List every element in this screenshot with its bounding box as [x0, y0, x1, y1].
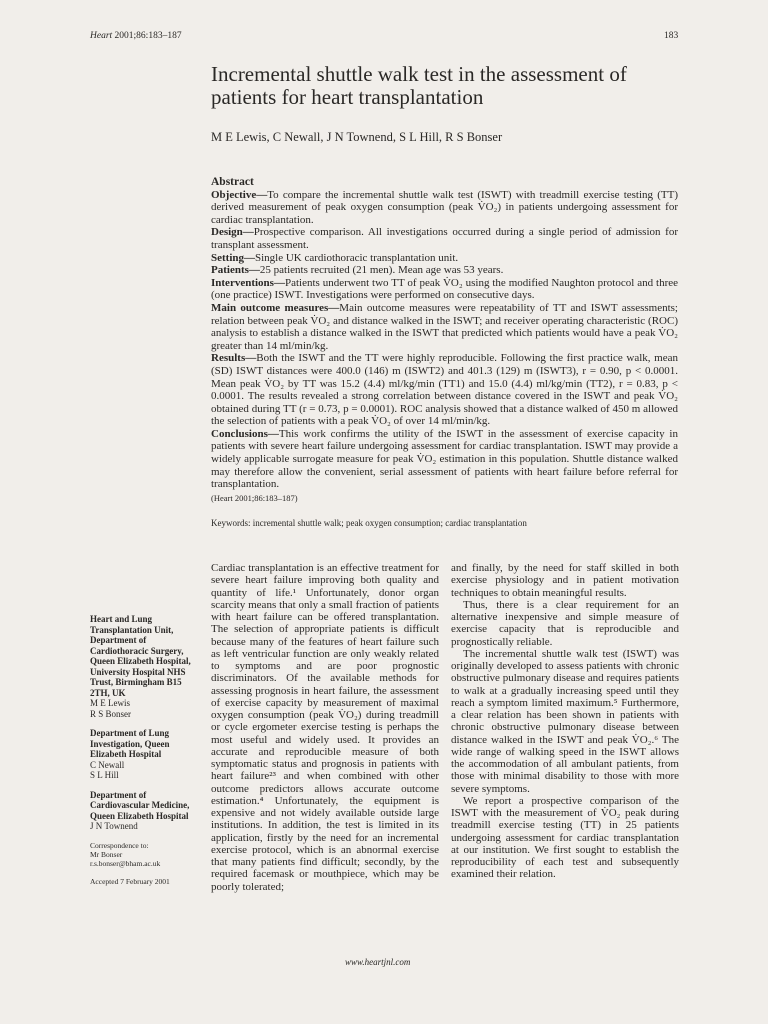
label: Main outcome measures— [211, 301, 340, 314]
affiliation-block [90, 728, 202, 781]
affiliation: Heart and Lung Transplantation Unit, Department of Cardiothoracic Surgery, Queen Elizabeth Hospital, University Hospital NHS Trust, Birmingham B15 2TH, UK [90, 614, 191, 698]
keywords: Keywords: incremental shuttle walk; peak oxygen consumption; cardiac transplantation [211, 518, 527, 528]
abstract-setting [211, 252, 678, 265]
body-paragraph: The incremental shuttle walk test (ISWT) was originally developed to assess patients with chronic obstructive pulmonary disease and requires patients to walk at a gradually increasing speed until they reach a symptom limited maximum.⁵ Furthermore, a clear relation has been shown in patients with chronic obstructive pulmonary disease between distance walked in the ISWT and peak V̇O₂.⁶ The wide range of walking speed in the ISWT allows the accommodation of all ambulant patients, from those with minimal disability to those with more severe symptoms. [451, 647, 679, 795]
affiliation: Department of Lung Investigation, Queen Elizabeth Hospital [90, 728, 170, 759]
affiliation-author: R S Bonser [90, 708, 132, 719]
text: Prospective comparison. All investigations occurred during a single period of admission for transplant assessment. [211, 226, 678, 251]
body-paragraph: Thus, there is a clear requirement for an alternative inexpensive and simple measure of exercise capacity that is reproducible and prognostically reliable. [451, 598, 679, 648]
text: Main outcome measures were repeatability of TT and ISWT assessments; relation between peak V̇O₂ and distance walked in the ISWT; and receiver operating characteristic (ROC) analysis to establish a distance walked in the ISWT that predicted which patients would have a peak V̇O₂ greater than 14 ml/min/kg. [211, 301, 678, 352]
abstract-citation: (Heart 2001;86:183–187) [211, 492, 298, 503]
affiliation-author: S L Hill [90, 770, 119, 780]
journal-name: Heart [90, 31, 113, 41]
abstract-patients [211, 264, 678, 277]
abstract-outcome [211, 302, 678, 352]
correspondence [90, 841, 202, 868]
correspondence-name: Mr Bonser [90, 849, 123, 859]
body-paragraph: Cardiac transplantation is an effective treatment for severe heart failure improving both quality and quantity of life.¹ Unfortunately, donor organ scarcity means that only a small fraction of patients with heart failure can be offered transplantation. The selection of appropriate patients is difficult because many of the features of heart failure such as left ventricular function are only weakly related to symptoms and are poor prognostic discriminators. Of the available methods for assessing prognosis in heart failure, the assessment of exercise capacity by measurement of maximal oxygen consumption (peak V̇O₂) during treadmill or cycle ergometer exercise testing is perhaps the most useful and widely used. It provides an accurate and reproducible measure of both symptomatic status and prognosis in patients with heart failure²³ and when combined with other outcome predictors allows accurate outcome estimation.⁴ Unfortunately, the equipment is expensive and not widely available outside large institutions. In addition, the test is limited in its application, firstly by the need for an incremental exercise protocol, which is an abnormal exercise that many patients find difficult; secondly, by the required facemask or mouthpiece, which may be poorly tolerated; [211, 562, 439, 893]
affiliations-sidebar [90, 614, 202, 886]
correspondence-email[interactable]: r.s.bonser@bham.ac.uk [90, 858, 161, 868]
label: Results— [211, 352, 257, 365]
affiliation-block [90, 790, 202, 832]
body-column-1 [211, 562, 439, 893]
body-paragraph: and finally, by the need for staff skilled in both exercise physiology and in patient motivation techniques to obtain meaningful results. [451, 562, 679, 599]
abstract-heading: Abstract [211, 176, 254, 188]
abstract-objective [211, 189, 678, 227]
label: Setting— [211, 251, 255, 264]
abstract [211, 176, 678, 504]
text: Single UK cardiothoracic transplantation unit. [255, 251, 459, 264]
body-column-2 [451, 562, 679, 881]
label: Patients— [211, 264, 260, 277]
affiliation-block [90, 614, 202, 719]
accepted-date: Accepted 7 February 2001 [90, 876, 170, 886]
label: Conclusions— [211, 427, 279, 440]
correspondence-label: Correspondence to: [90, 840, 149, 850]
text: 25 patients recruited (21 men). Mean age was 53 years. [259, 264, 504, 277]
affiliation-author: C Newall [90, 759, 125, 770]
affiliation: Department of Cardiovascular Medicine, Queen Elizabeth Hospital [90, 789, 190, 821]
abstract-results [211, 352, 678, 428]
label: Interventions— [211, 276, 285, 289]
author-list: M E Lewis, C Newall, J N Townend, S L Hill, R S Bonser [211, 130, 503, 144]
abstract-interventions [211, 277, 678, 302]
text: This work confirms the utility of the ISWT in the assessment of exercise capacity in patients with severe heart failure undergoing assessment for cardiac transplantation. ISWT may provide a widely applicable surrogate measure for peak V̇O₂ estimation in this population. Shuttle distance walked may therefore allow the convenient, serial assessment of patients with heart failure before referral for transplantation. [211, 427, 678, 491]
affiliation-author: J N Townend [90, 821, 138, 831]
text: To compare the incremental shuttle walk test (ISWT) with treadmill exercise testing (TT) derived measurement of peak oxygen consumption (peak V̇O₂) in patients undergoing assessment for cardiac transplantation. [211, 188, 678, 226]
page-number: 183 [664, 31, 679, 41]
abstract-design [211, 226, 678, 251]
journal-citation: 2001;86:183–187 [112, 31, 182, 41]
text: Both the ISWT and the TT were highly reproducible. Following the first practice walk, mean (SD) ISWT distances were 400.0 (146) m (ISWT2) and 401.3 (129) m (ISWT3), r = 0.90, p < 0.0001. Mean peak V̇O₂ by TT was 15.2 (4.4) ml/kg/min (TT1) and 15.0 (4.4) ml/kg/min (TT2), r = 0.83, p < 0.0001. The results revealed a strong correlation between distance covered in the ISWT and peak V̇O₂ obtained during TT (r = 0.73, p = 0.0001). ROC analysis showed that a distance walked of 450 m allowed the selection of patients with a peak V̇O₂ of over 14 ml/min/kg. [211, 352, 678, 428]
body-paragraph: We report a prospective comparison of the ISWT with the measurement of V̇O₂ peak during treadmill exercise testing (TT) in 25 patients undergoing assessment for cardiac transplantation at our institution. We first sought to establish the reproducibility of each test and subsequently examined their relation. [451, 794, 679, 881]
text: Patients underwent two TT of peak V̇O₂ using the modified Naughton protocol and three (one practice) ISWT. Investigations were performed on consecutive days. [211, 276, 678, 302]
abstract-conclusions [211, 428, 678, 491]
footer-url[interactable]: www.heartjnl.com [345, 957, 411, 967]
affiliation-author: M E Lewis [90, 698, 130, 708]
article-title: Incremental shuttle walk test in the assessment of patients for heart transplantation [211, 62, 627, 109]
running-head-left [90, 31, 182, 41]
label: Objective— [211, 188, 268, 201]
label: Design— [211, 226, 254, 239]
